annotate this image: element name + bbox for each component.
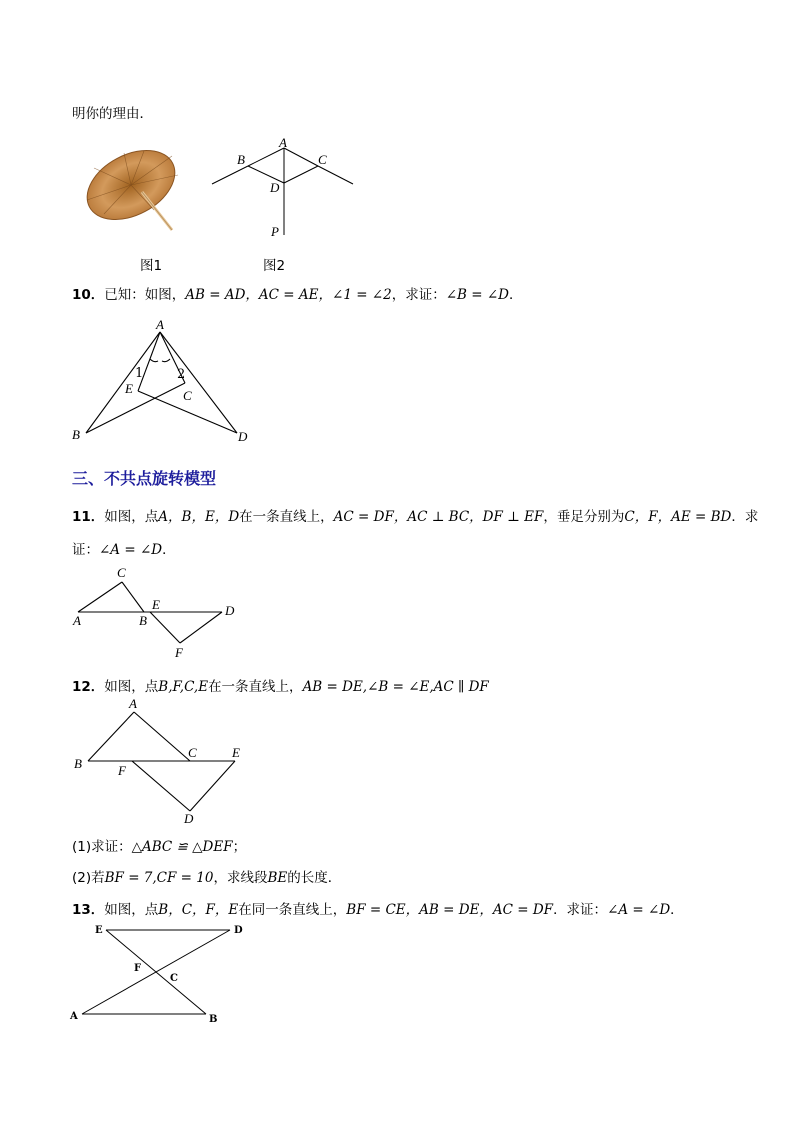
figure-2-caption: 图2 xyxy=(263,258,286,274)
q10-label-D: D xyxy=(238,429,248,444)
q10-label-C: C xyxy=(183,388,192,403)
q10-label-1: 1 xyxy=(135,366,144,381)
q12-part1-text: (1)求证： xyxy=(72,839,132,855)
q10-number: 10． xyxy=(72,287,105,303)
q13-label-E: E xyxy=(95,925,103,936)
q13-end: ． xyxy=(670,902,684,918)
q12-part2-text-c: 的长度． xyxy=(287,870,342,886)
q10-end: ． xyxy=(508,287,523,303)
q12-number: 12． xyxy=(72,679,105,695)
q13-math-b: BF = CE，AB = DE，AC = DF xyxy=(346,902,554,918)
q11-math-4: ∠A = ∠D xyxy=(99,542,163,558)
q12-label-F: F xyxy=(118,763,126,778)
question-10-diagram xyxy=(70,314,260,444)
q12-part2-text-b: ，求线段 xyxy=(213,870,268,886)
q10-label-A: A xyxy=(156,317,164,332)
q12-label-A: A xyxy=(129,696,137,711)
q13-label-D: D xyxy=(234,925,243,936)
q11-label-F: F xyxy=(175,645,183,660)
q10-math-b: ∠B = ∠D xyxy=(445,287,509,303)
q12-label-B: B xyxy=(74,756,82,771)
q11-math-1: A，B，E，D xyxy=(158,509,240,525)
fig2-label-B: B xyxy=(237,152,245,167)
q13-label-A: A xyxy=(70,1011,78,1022)
q10-label-E: E xyxy=(125,381,133,396)
question-13-diagram xyxy=(68,920,258,1030)
q10-label-B: B xyxy=(72,427,80,442)
q13-label-B: B xyxy=(209,1014,218,1025)
q13-text-b: 在同一条直线上， xyxy=(238,902,347,918)
fig2-label-D: D xyxy=(270,180,280,195)
q13-label-F: F xyxy=(134,963,142,974)
q12-part1-end: ； xyxy=(232,839,247,855)
q10-math-a: AB = AD，AC = AE，∠1 = ∠2 xyxy=(185,287,392,303)
q12-part2-text-a: (2)若 xyxy=(72,870,105,886)
q11-text-b: 在一条直线上， xyxy=(239,509,334,525)
question-12-part-2 xyxy=(72,866,341,886)
figure-2-diagram xyxy=(200,135,370,245)
q11-label-B: B xyxy=(139,613,147,628)
q11-text-c: ，垂足分别为 xyxy=(543,509,625,525)
q10-text-a: 已知：如图， xyxy=(104,287,186,303)
q11-label-A: A xyxy=(73,613,81,628)
q11-label-E: E xyxy=(152,597,160,612)
question-10 xyxy=(72,283,522,303)
umbrella-image xyxy=(84,148,184,238)
question-12-diagram xyxy=(70,695,255,830)
question-12 xyxy=(72,675,489,695)
question-11-diagram xyxy=(70,565,250,660)
q12-math-b: AB = DE,∠B = ∠E,AC ∥ DF xyxy=(302,679,489,695)
question-9-tail: 明你的理由． xyxy=(72,106,153,122)
q11-label-D: D xyxy=(225,603,235,618)
q12-label-C: C xyxy=(188,745,197,760)
q11-number: 11． xyxy=(72,509,105,525)
q11-label-C: C xyxy=(117,565,126,580)
figure-1-caption: 图1 xyxy=(140,258,163,274)
q12-part1-math: △ABC ≌ △DEF xyxy=(131,839,233,855)
q13-text-a: 如图，点 xyxy=(104,902,159,918)
q10-label-2: 2 xyxy=(177,367,186,382)
q12-text-b: 在一条直线上， xyxy=(208,679,303,695)
q11-text-e: 证： xyxy=(72,542,99,558)
q12-label-E: E xyxy=(232,745,240,760)
q13-text-c: ．求证： xyxy=(553,902,608,918)
fig2-label-P: P xyxy=(271,224,279,239)
q12-label-D: D xyxy=(184,811,194,826)
fig2-label-A: A xyxy=(279,135,287,150)
section-heading: 三、不共点旋转模型 xyxy=(72,469,217,488)
q11-text-a: 如图，点 xyxy=(104,509,159,525)
q13-label-C: C xyxy=(170,973,178,984)
q10-text-b: ，求证： xyxy=(391,287,446,303)
question-13 xyxy=(72,898,684,918)
q11-text-d: ．求 xyxy=(731,509,759,525)
q11-math-3: C，F，AE = BD xyxy=(624,509,732,525)
q12-part2-math-2: BE xyxy=(267,870,288,886)
q12-part2-math-1: BF = 7,CF = 10 xyxy=(104,870,214,886)
question-12-part-1 xyxy=(72,835,246,855)
q12-text-a: 如图，点 xyxy=(104,679,159,695)
q13-number: 13． xyxy=(72,902,105,918)
fig2-label-C: C xyxy=(318,152,327,167)
q12-math-a: B,F,C,E xyxy=(158,679,209,695)
q13-math-a: B，C，F，E xyxy=(158,902,239,918)
q11-end: ． xyxy=(162,542,176,558)
question-11-line-1 xyxy=(72,505,758,525)
q11-math-2: AC = DF，AC ⊥ BC，DF ⊥ EF xyxy=(333,509,544,525)
q13-math-c: ∠A = ∠D xyxy=(607,902,671,918)
question-11-line-2 xyxy=(72,538,176,558)
